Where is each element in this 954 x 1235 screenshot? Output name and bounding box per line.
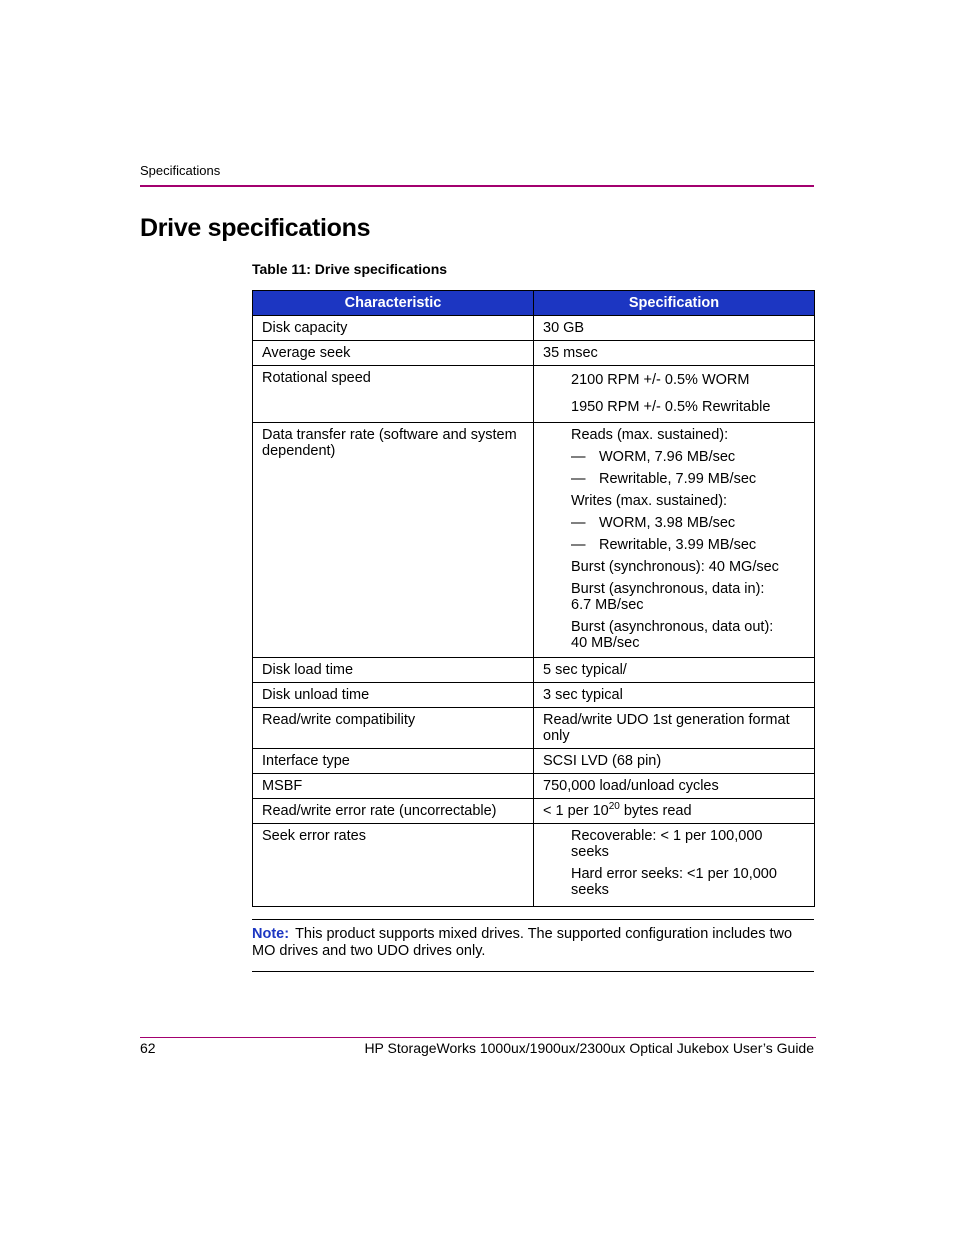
dash-item-text: WORM, 3.98 MB/sec [599, 515, 736, 531]
spec-line: 1950 RPM +/- 0.5% Rewritable [571, 399, 771, 415]
column-header-characteristic: Characteristic [253, 291, 534, 316]
characteristic-cell: MSBF [253, 774, 534, 799]
dash-item-text: Rewritable, 7.99 MB/sec [599, 471, 757, 487]
dash-item [571, 471, 806, 487]
spec-line: Burst (asynchronous, data in): 6.7 MB/sec [571, 581, 765, 613]
specification-cell [534, 683, 815, 708]
specification-cell [534, 749, 815, 774]
characteristic-cell: Data transfer rate (software and system dependent) [253, 423, 534, 658]
specification-cell [534, 316, 815, 341]
spec-line: Recoverable: < 1 per 100,000 seeks [571, 828, 763, 860]
spec-line: 35 msec [543, 345, 598, 361]
table-row [253, 749, 815, 774]
table-row [253, 341, 815, 366]
spec-line: 750,000 load/unload cycles [543, 778, 719, 794]
dash-mark: — [571, 537, 586, 553]
specification-cell [534, 799, 815, 824]
specification-cell [534, 366, 815, 423]
spec-line: 30 GB [543, 320, 585, 336]
page-number: 62 [140, 1040, 156, 1056]
note-label: Note: [252, 926, 290, 942]
spec-line: Reads (max. sustained): [571, 427, 729, 443]
dash-item [571, 449, 806, 465]
table-caption: Table 11: Drive specifications [252, 261, 448, 277]
error-rate-prefix: < 1 per 10 [543, 803, 609, 819]
spec-line: Writes (max. sustained): [571, 493, 728, 509]
table-row [253, 366, 815, 423]
spec-line: Burst (asynchronous, data out): 40 MB/sec [571, 619, 774, 651]
table-header-row [253, 291, 815, 316]
specification-cell [534, 423, 815, 658]
dash-mark: — [571, 515, 586, 531]
table-row [253, 316, 815, 341]
spec-line: SCSI LVD (68 pin) [543, 753, 662, 769]
spec-line: 2100 RPM +/- 0.5% WORM [571, 372, 750, 388]
note-box [252, 919, 814, 972]
spec-line: Burst (synchronous): 40 MG/sec [571, 559, 779, 575]
table-row [253, 423, 815, 658]
table-row [253, 799, 815, 824]
specification-cell [534, 658, 815, 683]
column-header-specification: Specification [534, 291, 815, 316]
specification-cell [534, 708, 815, 749]
footer-rule [140, 1037, 816, 1038]
dash-mark: — [571, 449, 586, 465]
characteristic-cell: Average seek [253, 341, 534, 366]
characteristic-cell: Disk unload time [253, 683, 534, 708]
characteristic-cell: Read/write compatibility [253, 708, 534, 749]
table-row [253, 683, 815, 708]
dash-item [571, 515, 806, 531]
spec-line: 5 sec typical/ [543, 662, 627, 678]
spec-line: Read/write UDO 1st generation format only [543, 712, 790, 744]
characteristic-cell: Disk capacity [253, 316, 534, 341]
table-row [253, 774, 815, 799]
spec-line: Hard error seeks: <1 per 10,000 seeks [571, 866, 777, 898]
characteristic-cell: Rotational speed [253, 366, 534, 423]
specification-cell [534, 341, 815, 366]
characteristic-cell: Read/write error rate (uncorrectable) [253, 799, 534, 824]
table-row [253, 658, 815, 683]
running-header: Specifications [140, 163, 221, 178]
note-text: This product supports mixed drives. The supported configuration includes two MO drives and two UDO drives only. [252, 926, 793, 959]
specification-cell [534, 774, 815, 799]
characteristic-cell: Seek error rates [253, 824, 534, 907]
dash-item [571, 537, 806, 553]
header-rule [140, 185, 814, 187]
error-rate-line [543, 803, 806, 819]
page-title: Drive specifications [140, 214, 371, 242]
table-row [253, 824, 815, 907]
specification-cell [534, 824, 815, 907]
drive-specifications-table [252, 290, 815, 907]
characteristic-cell: Interface type [253, 749, 534, 774]
error-rate-exponent: 20 [608, 801, 620, 813]
spec-line: 3 sec typical [543, 687, 623, 703]
characteristic-cell: Disk load time [253, 658, 534, 683]
dash-item-text: Rewritable, 3.99 MB/sec [599, 537, 757, 553]
dash-mark: — [571, 471, 586, 487]
table-row [253, 708, 815, 749]
footer-guide-title: HP StorageWorks 1000ux/1900ux/2300ux Optical Jukebox User’s Guide [364, 1040, 814, 1056]
dash-item-text: WORM, 7.96 MB/sec [599, 449, 736, 465]
error-rate-suffix: bytes read [619, 803, 692, 819]
